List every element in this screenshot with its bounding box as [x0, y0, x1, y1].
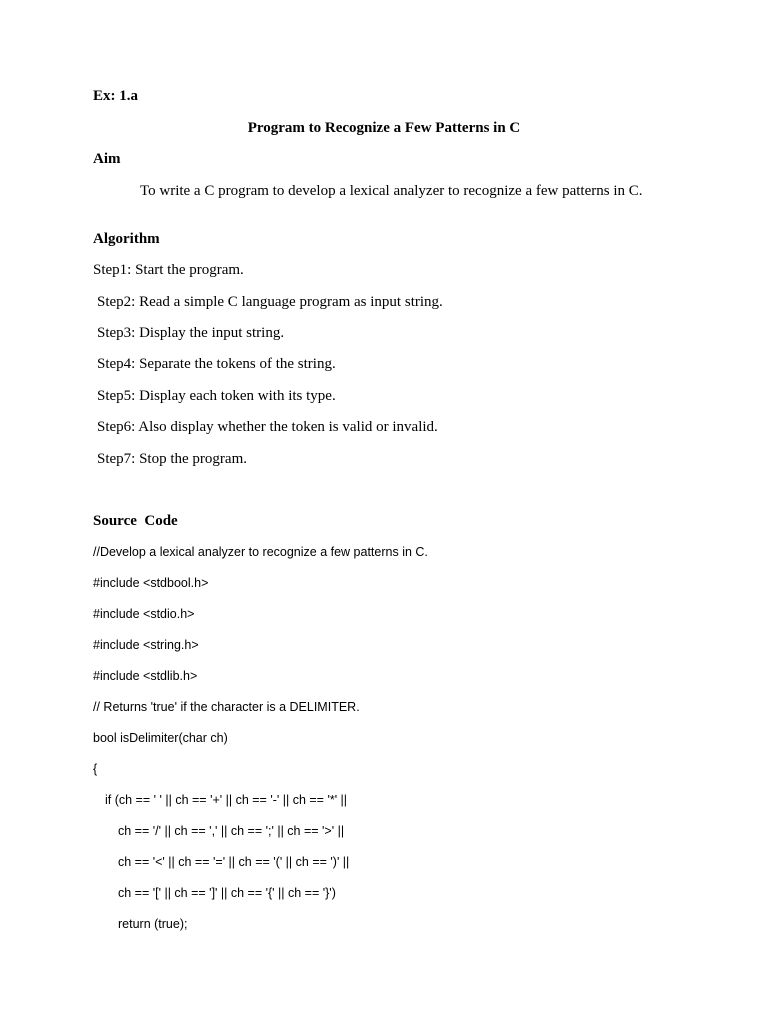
code-line: { [93, 762, 98, 776]
code-line: #include <string.h> [93, 638, 199, 652]
code-line: return (true); [118, 917, 188, 931]
algorithm-step: Step7: Stop the program. [97, 451, 247, 467]
algorithm-step: Step4: Separate the tokens of the string. [97, 356, 336, 372]
code-line: bool isDelimiter(char ch) [93, 731, 228, 745]
code-line: ch == '<' || ch == '=' || ch == '(' || ch == ')' || [118, 855, 350, 869]
algorithm-step: Step2: Read a simple C language program as input string. [97, 294, 443, 310]
aim-text: To write a C program to develop a lexical analyzer to recognize a few patterns in C. [140, 183, 643, 199]
algorithm-step: Step5: Display each token with its type. [97, 388, 336, 404]
document-title: Program to Recognize a Few Patterns in C [247, 120, 521, 136]
algorithm-step: Step1: Start the program. [93, 262, 244, 278]
code-line: // Returns 'true' if the character is a DELIMITER. [93, 700, 360, 714]
code-line: #include <stdbool.h> [93, 576, 209, 590]
code-line: ch == '/' || ch == ',' || ch == ';' || ch == '>' || [118, 824, 345, 838]
code-line: //Develop a lexical analyzer to recognize a few patterns in C. [93, 545, 428, 559]
source-code-heading: Source Code [93, 513, 178, 529]
code-line: #include <stdio.h> [93, 607, 195, 621]
algorithm-step: Step6: Also display whether the token is valid or invalid. [97, 419, 438, 435]
code-line: #include <stdlib.h> [93, 669, 198, 683]
algorithm-step: Step3: Display the input string. [97, 325, 285, 341]
exercise-label: Ex: 1.a [93, 88, 138, 104]
code-line: ch == '[' || ch == ']' || ch == '{' || ch == '}') [118, 886, 336, 900]
aim-heading: Aim [93, 151, 121, 167]
code-line: if (ch == ' ' || ch == '+' || ch == '-' || ch == '*' || [105, 793, 348, 807]
algorithm-heading: Algorithm [93, 231, 160, 247]
